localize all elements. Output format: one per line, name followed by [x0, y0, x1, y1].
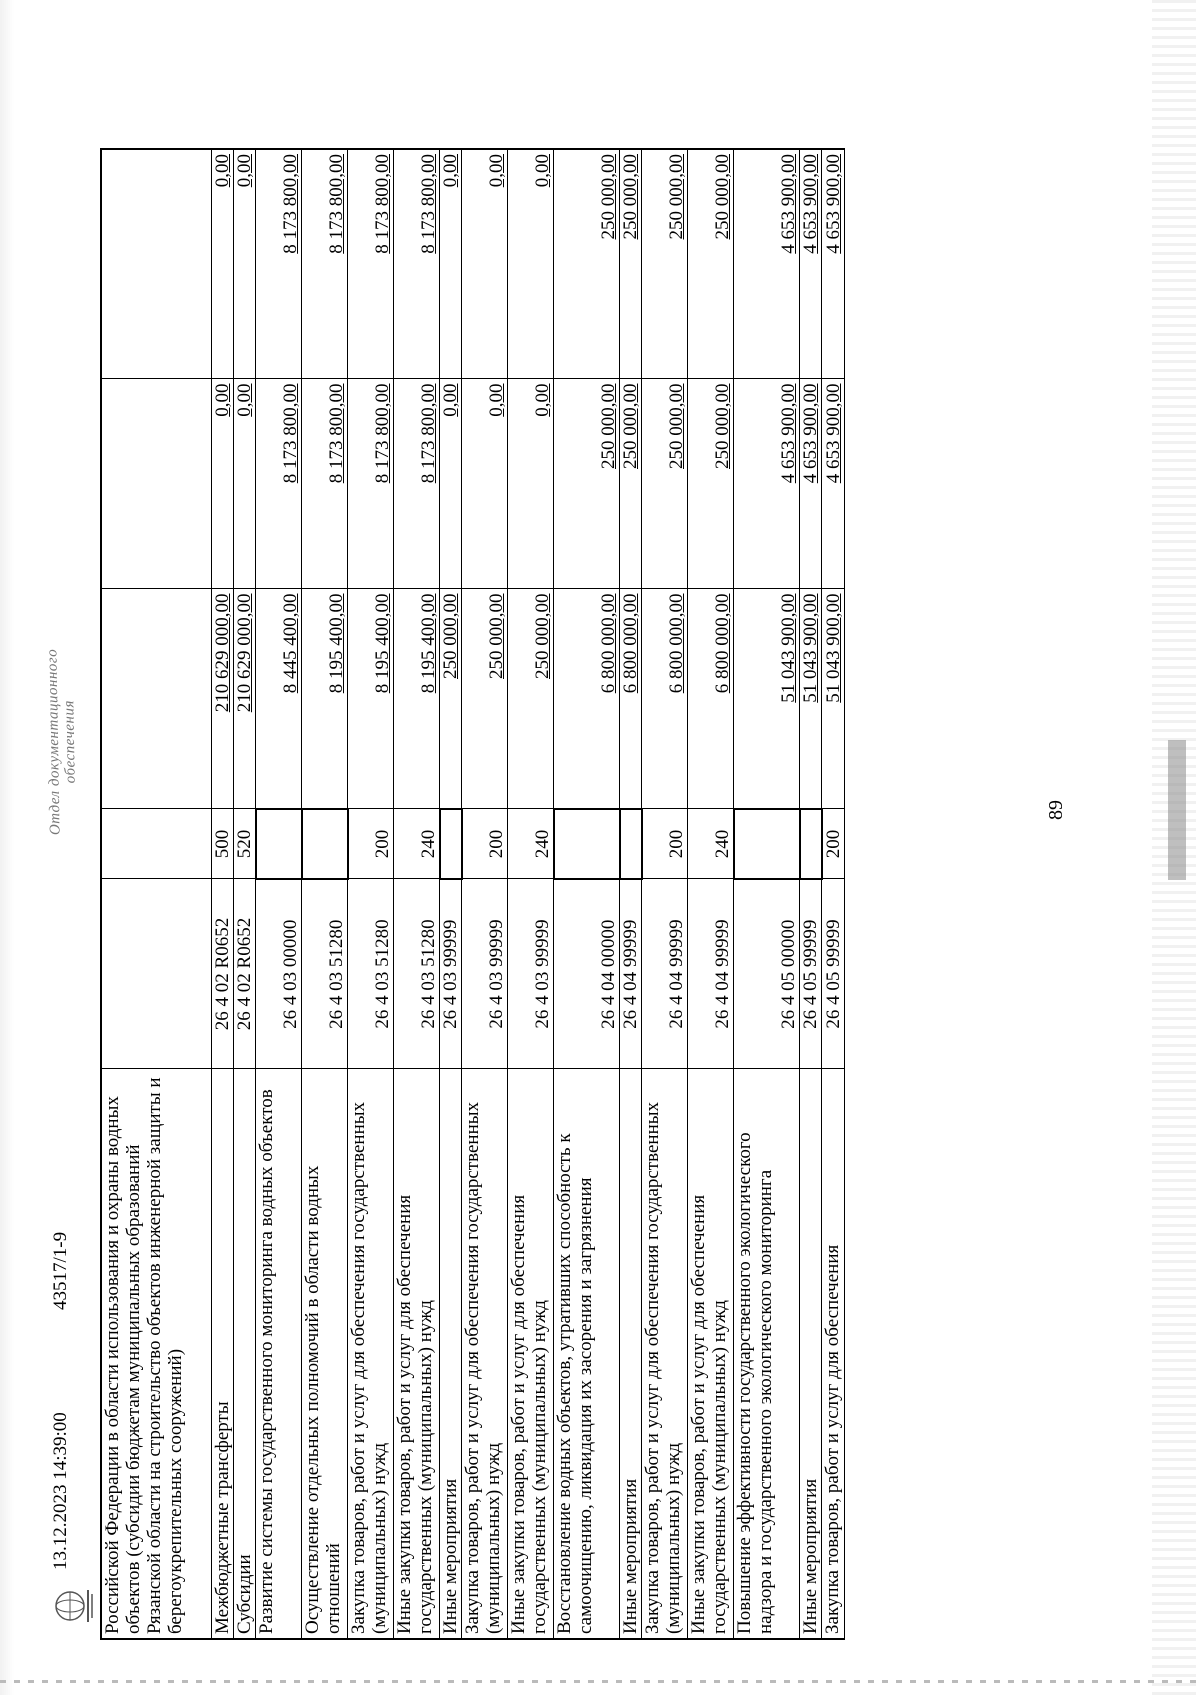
row-amount-year3-value: 4 653 900,00	[822, 154, 844, 254]
table-row	[734, 149, 800, 1639]
row-amount-year3	[233, 149, 256, 379]
row-code: 26 4 03 99999	[440, 879, 462, 1069]
row-amount-year1	[256, 589, 302, 809]
row-description: Закупка товаров, работ и услуг для обеспечения государственных (муниципальных) нужд	[348, 1069, 394, 1639]
row-expense-type	[256, 809, 302, 879]
footer-date: 13.12.2023 14:39:00	[50, 1412, 71, 1570]
row-amount-year1	[211, 589, 233, 809]
row-amount-year3	[508, 149, 554, 379]
row-amount-year2	[233, 379, 256, 589]
row-amount-year1-value: 8 195 400,00	[372, 593, 393, 694]
row-amount-year2	[348, 379, 394, 589]
row-amount-year3	[348, 149, 394, 379]
row-amount-year3	[462, 149, 508, 379]
row-amount-year2-value: 0,00	[440, 383, 461, 417]
row-amount-year2-value: 250 000,00	[620, 383, 641, 469]
row-amount-year2	[101, 379, 211, 589]
row-amount-year2-value: 250 000,00	[712, 383, 733, 469]
row-amount-year2	[734, 379, 800, 589]
table-row	[462, 149, 508, 1639]
row-amount-year2	[256, 379, 302, 589]
row-amount-year3-value: 4 653 900,00	[778, 154, 799, 254]
row-amount-year3-value: 0,00	[211, 154, 233, 188]
row-expense-type	[554, 809, 620, 879]
table-row	[822, 149, 845, 1639]
row-amount-year1-value: 250 000,00	[532, 593, 553, 679]
row-amount-year2	[800, 379, 822, 589]
row-expense-type: 240	[688, 809, 734, 879]
row-amount-year1	[642, 589, 688, 809]
row-amount-year2-value: 0,00	[486, 383, 507, 417]
row-code: 26 4 03 51280	[394, 879, 440, 1069]
row-amount-year3	[642, 149, 688, 379]
row-amount-year3	[256, 149, 302, 379]
row-description: Осуществление отдельных полномочий в области водных отношений	[302, 1069, 348, 1639]
row-expense-type	[302, 809, 348, 879]
row-code: 26 4 05 99999	[822, 879, 845, 1069]
row-description: Закупка товаров, работ и услуг для обеспечения государственных (муниципальных) нужд	[642, 1069, 688, 1639]
row-description: Развитие системы государственного мониторинга водных объектов	[256, 1069, 302, 1639]
table-row	[302, 149, 348, 1639]
row-description: Закупка товаров, работ и услуг для обеспечения государственных (муниципальных) нужд	[462, 1069, 508, 1639]
row-amount-year1-value: 6 800 000,00	[666, 593, 687, 694]
scan-barcode-mark	[1168, 740, 1186, 880]
row-code: 26 4 02 R0652	[233, 879, 256, 1069]
row-amount-year2-value: 8 173 800,00	[418, 383, 439, 484]
row-amount-year1-value: 6 800 000,00	[620, 593, 641, 694]
row-amount-year1-value: 51 043 900,00	[778, 593, 799, 703]
row-amount-year1-value: 8 195 400,00	[418, 593, 439, 694]
row-amount-year2	[822, 379, 845, 589]
row-amount-year1-value: 51 043 900,00	[822, 593, 844, 703]
rotated-page	[40, 80, 1100, 1680]
row-amount-year1-value: 8 195 400,00	[326, 593, 347, 694]
scan-bottom-edge	[0, 1680, 1200, 1683]
row-amount-year3-value: 250 000,00	[666, 154, 687, 240]
row-amount-year3-value: 250 000,00	[620, 154, 641, 240]
row-code: 26 4 05 00000	[734, 879, 800, 1069]
row-amount-year3-value: 8 173 800,00	[372, 154, 393, 254]
row-code: 26 4 03 99999	[508, 879, 554, 1069]
row-amount-year2-value: 8 173 800,00	[372, 383, 393, 484]
row-expense-type: 520	[233, 809, 256, 879]
row-description: Иные мероприятия	[440, 1069, 462, 1639]
row-amount-year3	[688, 149, 734, 379]
row-amount-year1-value: 250 000,00	[486, 593, 507, 679]
row-amount-year2	[508, 379, 554, 589]
row-amount-year1-value: 210 629 000,00	[211, 593, 233, 713]
row-amount-year1	[620, 589, 642, 809]
row-amount-year3-value: 8 173 800,00	[280, 154, 301, 254]
row-expense-type	[440, 809, 462, 879]
row-description: Российской Федерации в области использования и охраны водных объектов (субсидии бюджетам муниципальных образований Рязанской области на строительство объектов инженерной защиты и берегоукрепительных сооружений)	[101, 1069, 211, 1639]
row-amount-year1	[734, 589, 800, 809]
row-amount-year1-value: 250 000,00	[440, 593, 461, 679]
row-amount-year3-value: 8 173 800,00	[326, 154, 347, 254]
row-code: 26 4 03 51280	[348, 879, 394, 1069]
page-number: 89	[1045, 800, 1067, 820]
table-row	[554, 149, 620, 1639]
table-row	[440, 149, 462, 1639]
table-row	[394, 149, 440, 1639]
department-stamp	[44, 648, 79, 835]
row-amount-year3-value: 250 000,00	[712, 154, 733, 240]
table-row	[800, 149, 822, 1639]
row-amount-year2-value: 250 000,00	[666, 383, 687, 469]
row-description: Закупка товаров, работ и услуг для обеспечения	[822, 1069, 845, 1639]
row-amount-year2-value: 250 000,00	[598, 383, 619, 469]
stamp-line-1: Отдел документационного	[44, 648, 64, 836]
row-amount-year2	[620, 379, 642, 589]
table-row	[233, 149, 256, 1639]
row-amount-year1	[688, 589, 734, 809]
row-amount-year2	[211, 379, 233, 589]
row-amount-year3-value: 0,00	[234, 154, 255, 188]
row-amount-year2	[462, 379, 508, 589]
row-amount-year2-value: 4 653 900,00	[800, 383, 821, 484]
row-expense-type: 500	[211, 809, 233, 879]
row-amount-year1	[101, 589, 211, 809]
row-description: Иные мероприятия	[800, 1069, 822, 1639]
row-amount-year1	[554, 589, 620, 809]
row-expense-type: 200	[348, 809, 394, 879]
row-amount-year2-value: 8 173 800,00	[326, 383, 347, 484]
row-amount-year2-value: 0,00	[532, 383, 553, 417]
table-row	[508, 149, 554, 1639]
row-amount-year2-value: 0,00	[211, 383, 233, 417]
row-code: 26 4 04 99999	[620, 879, 642, 1069]
row-expense-type: 200	[642, 809, 688, 879]
footer-document-number: 43517/1-9	[50, 1231, 71, 1310]
row-amount-year3-value: 4 653 900,00	[800, 154, 821, 254]
row-description: Иные закупки товаров, работ и услуг для обеспечения государственных (муниципальных) нужд	[508, 1069, 554, 1639]
row-description: Повышение эффективности государственного экологического надзора и государственного экологического мониторинга	[734, 1069, 800, 1639]
row-amount-year1	[394, 589, 440, 809]
row-code: 26 4 03 99999	[462, 879, 508, 1069]
table-row	[620, 149, 642, 1639]
table-row	[688, 149, 734, 1639]
row-amount-year3-value: 250 000,00	[598, 154, 619, 240]
row-amount-year2	[302, 379, 348, 589]
row-amount-year1-value: 6 800 000,00	[712, 593, 733, 694]
row-code: 26 4 04 00000	[554, 879, 620, 1069]
row-description: Иные закупки товаров, работ и услуг для обеспечения государственных (муниципальных) нужд	[688, 1069, 734, 1639]
row-code	[101, 879, 211, 1069]
row-code: 26 4 03 00000	[256, 879, 302, 1069]
row-amount-year3-value: 0,00	[440, 154, 461, 188]
row-amount-year2	[440, 379, 462, 589]
row-amount-year3	[394, 149, 440, 379]
row-code: 26 4 02 R0652	[211, 879, 233, 1069]
row-amount-year1	[233, 589, 256, 809]
row-code: 26 4 03 51280	[302, 879, 348, 1069]
budget-table	[100, 148, 845, 1640]
row-description: Восстановление водных объектов, утративших способность к самоочищению, ликвидация их засорения и загрязнения	[554, 1069, 620, 1639]
table-row	[642, 149, 688, 1639]
row-amount-year1	[462, 589, 508, 809]
row-amount-year2	[642, 379, 688, 589]
row-expense-type: 200	[822, 809, 845, 879]
row-expense-type	[800, 809, 822, 879]
row-code: 26 4 04 99999	[642, 879, 688, 1069]
row-expense-type: 200	[462, 809, 508, 879]
row-amount-year2-value: 4 653 900,00	[822, 383, 844, 484]
row-amount-year2-value: 8 173 800,00	[280, 383, 301, 484]
row-description: Межбюджетные трансферты	[211, 1069, 233, 1639]
row-amount-year2	[554, 379, 620, 589]
row-amount-year2-value: 0,00	[234, 383, 255, 417]
table-row	[101, 149, 211, 1639]
row-code: 26 4 05 99999	[800, 879, 822, 1069]
row-description: Иные мероприятия	[620, 1069, 642, 1639]
row-expense-type	[620, 809, 642, 879]
row-amount-year1-value: 51 043 900,00	[800, 593, 821, 703]
table-row	[211, 149, 233, 1639]
table-row	[256, 149, 302, 1639]
row-amount-year3	[620, 149, 642, 379]
row-amount-year3	[211, 149, 233, 379]
row-expense-type: 240	[508, 809, 554, 879]
row-amount-year3-value: 0,00	[532, 154, 553, 188]
row-amount-year1	[822, 589, 845, 809]
row-description: Субсидии	[233, 1069, 256, 1639]
row-amount-year1	[800, 589, 822, 809]
row-amount-year3	[800, 149, 822, 379]
row-amount-year1-value: 210 629 000,00	[234, 593, 255, 713]
row-amount-year3-value: 8 173 800,00	[418, 154, 439, 254]
row-amount-year1	[348, 589, 394, 809]
row-expense-type	[101, 809, 211, 879]
stamp-line-2: обеспечения	[61, 699, 79, 784]
row-amount-year1	[508, 589, 554, 809]
row-amount-year3	[302, 149, 348, 379]
row-expense-type: 240	[394, 809, 440, 879]
row-amount-year3	[734, 149, 800, 379]
row-amount-year3-value: 0,00	[486, 154, 507, 188]
globe-logo-icon	[48, 1582, 96, 1630]
row-expense-type	[734, 809, 800, 879]
budget-table-body	[101, 149, 844, 1639]
row-amount-year3	[822, 149, 845, 379]
row-code: 26 4 04 99999	[688, 879, 734, 1069]
scan-left-edge	[0, 0, 14, 1695]
row-amount-year1-value: 8 445 400,00	[280, 593, 301, 694]
row-amount-year3	[101, 149, 211, 379]
row-amount-year2	[688, 379, 734, 589]
row-amount-year1	[440, 589, 462, 809]
row-amount-year1-value: 6 800 000,00	[598, 593, 619, 694]
row-amount-year1	[302, 589, 348, 809]
row-amount-year3	[440, 149, 462, 379]
row-amount-year3	[554, 149, 620, 379]
row-amount-year2-value: 4 653 900,00	[778, 383, 799, 484]
row-description: Иные закупки товаров, работ и услуг для обеспечения государственных (муниципальных) нужд	[394, 1069, 440, 1639]
table-row	[348, 149, 394, 1639]
row-amount-year2	[394, 379, 440, 589]
